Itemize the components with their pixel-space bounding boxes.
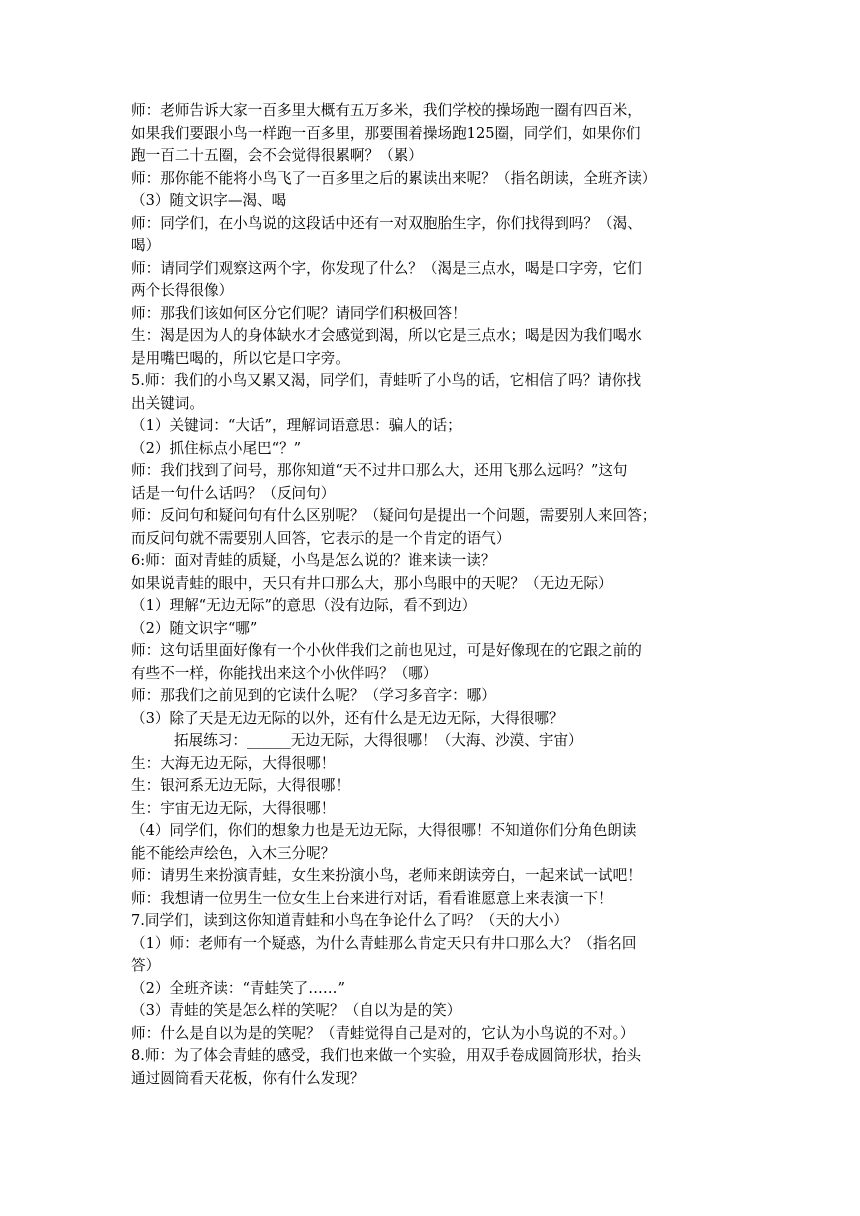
text-line: 是用嘴巴喝的，所以它是口字旁。 bbox=[131, 349, 350, 367]
text-line: 跑一百二十五圈，会不会觉得很累啊？（累） bbox=[131, 147, 423, 164]
text-line: 师：什么是自以为是的笑呢？（青蛙觉得自己是对的，它认为小鸟说的不对。） bbox=[131, 1024, 635, 1042]
text-line: 两个长得很像） bbox=[131, 282, 234, 299]
text-line: 生：宇宙无边无际，大得很哪！ bbox=[131, 799, 336, 817]
text-line: （3）除了天是无边无际的以外，还有什么是无边无际，大得很哪？ bbox=[131, 709, 564, 727]
text-line: 8.师：为了体会青蛙的感受，我们也来做一个实验，用双手卷成圆筒形状，抬头 bbox=[131, 1047, 642, 1064]
text-line: （2）全班齐读：“青蛙笑了……” bbox=[131, 979, 345, 997]
text-line: （4）同学们，你们的想象力也是无边无际，大得很哪！不知道你们分角色朗读 bbox=[131, 822, 637, 839]
text-line: 师：我想请一位男生一位女生上台来进行对话，看看谁愿意上来表演一下！ bbox=[131, 889, 613, 907]
text-line: 师：这句话里面好像有一个小伙伴我们之前也见过，可是好像现在的它跟之前的 bbox=[131, 642, 642, 659]
text-line: 能不能绘声绘色，入木三分呢？ bbox=[131, 844, 336, 862]
text-line: 如果说青蛙的眼中，天只有井口那么大，那小鸟眼中的天呢？（无边无际） bbox=[131, 574, 613, 592]
text-line: 师：同学们，在小鸟说的这段话中还有一对双胞胎生字，你们找得到吗？（渴、 bbox=[131, 214, 642, 232]
document-page bbox=[131, 100, 731, 1090]
text-line: 生：银河系无边无际，大得很哪！ bbox=[131, 777, 350, 794]
text-line: 师：反问句和疑问句有什么区别呢？（疑问句是提出一个问题，需要别人来回答； bbox=[131, 507, 657, 524]
text-line: 师：请男生来扮演青蛙，女生来扮演小鸟，老师来朗读旁白，一起来试一试吧！ bbox=[131, 867, 642, 884]
text-line: 生：大海无边无际，大得很哪！ bbox=[131, 754, 336, 772]
text-line: （3）青蛙的笑是怎么样的笑呢？（自以为是的笑） bbox=[131, 1002, 462, 1019]
text-line: 师：那我们该如何区分它们呢？请同学们积极回答！ bbox=[131, 304, 467, 322]
text-line: 5.师：我们的小鸟又累又渴，同学们，青蛙听了小鸟的话，它相信了吗？请你找 bbox=[131, 372, 642, 389]
text-line: 6:师：面对青蛙的质疑，小鸟是怎么说的？谁来读一读？ bbox=[131, 552, 496, 569]
text-line: （2）抓住标点小尾巴“？” bbox=[131, 439, 302, 457]
text-line: 出关键词。 bbox=[131, 394, 204, 412]
text-line-indented: 拓展练习：______无边无际，大得很哪！（大海、沙漠、宇宙） bbox=[174, 732, 583, 749]
text-line: 师：老师告诉大家一百多里大概有五万多米，我们学校的操场跑一圈有四百米， bbox=[131, 102, 642, 119]
text-line: 话是一句什么话吗？（反问句） bbox=[131, 484, 336, 502]
text-line: （1）理解“无边无际”的意思（没有边际，看不到边） bbox=[131, 597, 477, 614]
text-line: 师：请同学们观察这两个字，你发现了什么？（渴是三点水，喝是口字旁，它们 bbox=[131, 259, 642, 277]
text-line: 通过圆筒看天花板，你有什么发现？ bbox=[131, 1069, 365, 1087]
text-line: 有些不一样，你能找出来这个小伙伴吗？（哪） bbox=[131, 664, 438, 682]
text-line: 7.同学们，读到这你知道青蛙和小鸟在争论什么了吗？（天的大小） bbox=[131, 912, 569, 929]
text-line: 师：我们找到了问号，那你知道“天不过井口那么大，还用飞那么远吗？”这句 bbox=[131, 462, 628, 479]
text-line: （3）随文识字—渴、喝 bbox=[131, 192, 287, 209]
text-line: 如果我们要跟小鸟一样跑一百多里，那要围着操场跑125圈，同学们，如果你们 bbox=[131, 124, 641, 142]
text-line: 答） bbox=[131, 957, 161, 974]
text-line: 喝） bbox=[131, 237, 161, 254]
text-line: 而反问句就不需要别人回答，它表示的是一个肯定的语气） bbox=[131, 529, 511, 547]
text-line: 师：那我们之前见到的它读什么呢？（学习多音字：哪） bbox=[131, 687, 496, 704]
text-line: 生：渴是因为人的身体缺水才会感觉到渴，所以它是三点水；喝是因为我们喝水 bbox=[131, 327, 642, 344]
text-line: （2）随文识字“哪” bbox=[131, 619, 258, 637]
text-line: （1）师：老师有一个疑惑，为什么青蛙那么肯定天只有井口那么大？（指名回 bbox=[131, 934, 637, 952]
text-line: 师：那你能不能将小鸟飞了一百多里之后的累读出来呢？（指名朗读，全班齐读） bbox=[131, 169, 657, 187]
text-line: （1）关键词：“大话”，理解词语意思：骗人的话； bbox=[131, 417, 462, 434]
